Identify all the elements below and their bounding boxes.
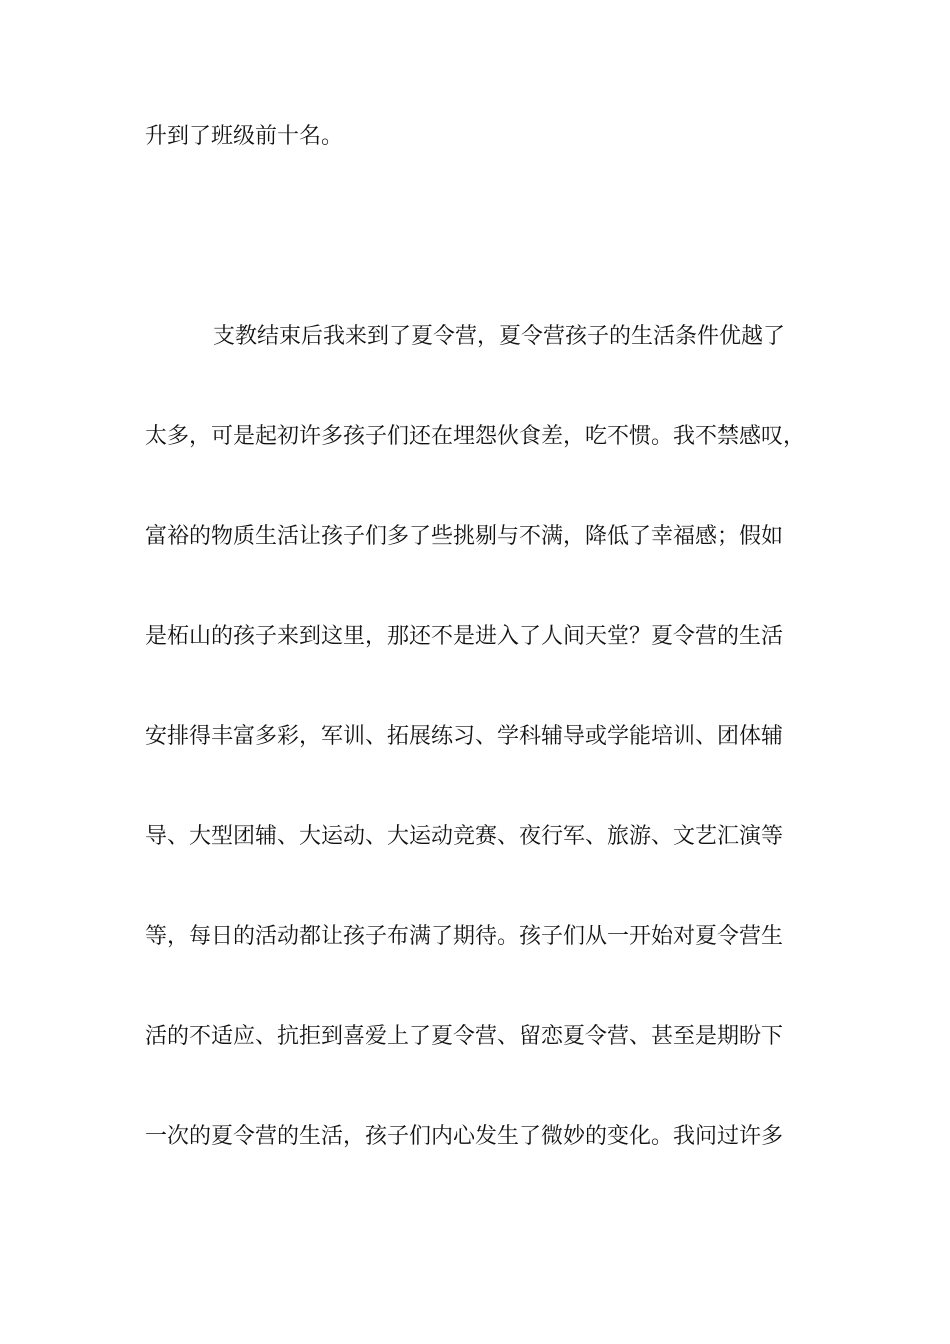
paragraph-line: 活的不适应、抗拒到喜爱上了夏令营、留恋夏令营、甚至是期盼下 bbox=[145, 1024, 784, 1049]
paragraph-line: 升到了班级前十名。 bbox=[145, 124, 344, 149]
paragraph-line: 导、大型团辅、大运动、大运动竞赛、夜行军、旅游、文艺汇演等 bbox=[145, 824, 784, 849]
paragraph-line: 富裕的物质生活让孩子们多了些挑剔与不满，降低了幸福感；假如 bbox=[145, 524, 784, 549]
paragraph-line: 支教结束后我来到了夏令营，夏令营孩子的生活条件优越了 bbox=[213, 324, 786, 349]
paragraph-line: 太多，可是起初许多孩子们还在埋怨伙食差，吃不惯。我不禁感叹， bbox=[145, 424, 806, 449]
paragraph-line: 等，每日的活动都让孩子布满了期待。孩子们从一开始对夏令营生 bbox=[145, 924, 784, 949]
paragraph-line: 安排得丰富多彩，军训、拓展练习、学科辅导或学能培训、团体辅 bbox=[145, 724, 784, 749]
paragraph-line: 是柘山的孩子来到这里，那还不是进入了人间天堂？夏令营的生活 bbox=[145, 624, 784, 649]
paragraph-line: 一次的夏令营的生活，孩子们内心发生了微妙的变化。我问过许多 bbox=[145, 1124, 784, 1149]
